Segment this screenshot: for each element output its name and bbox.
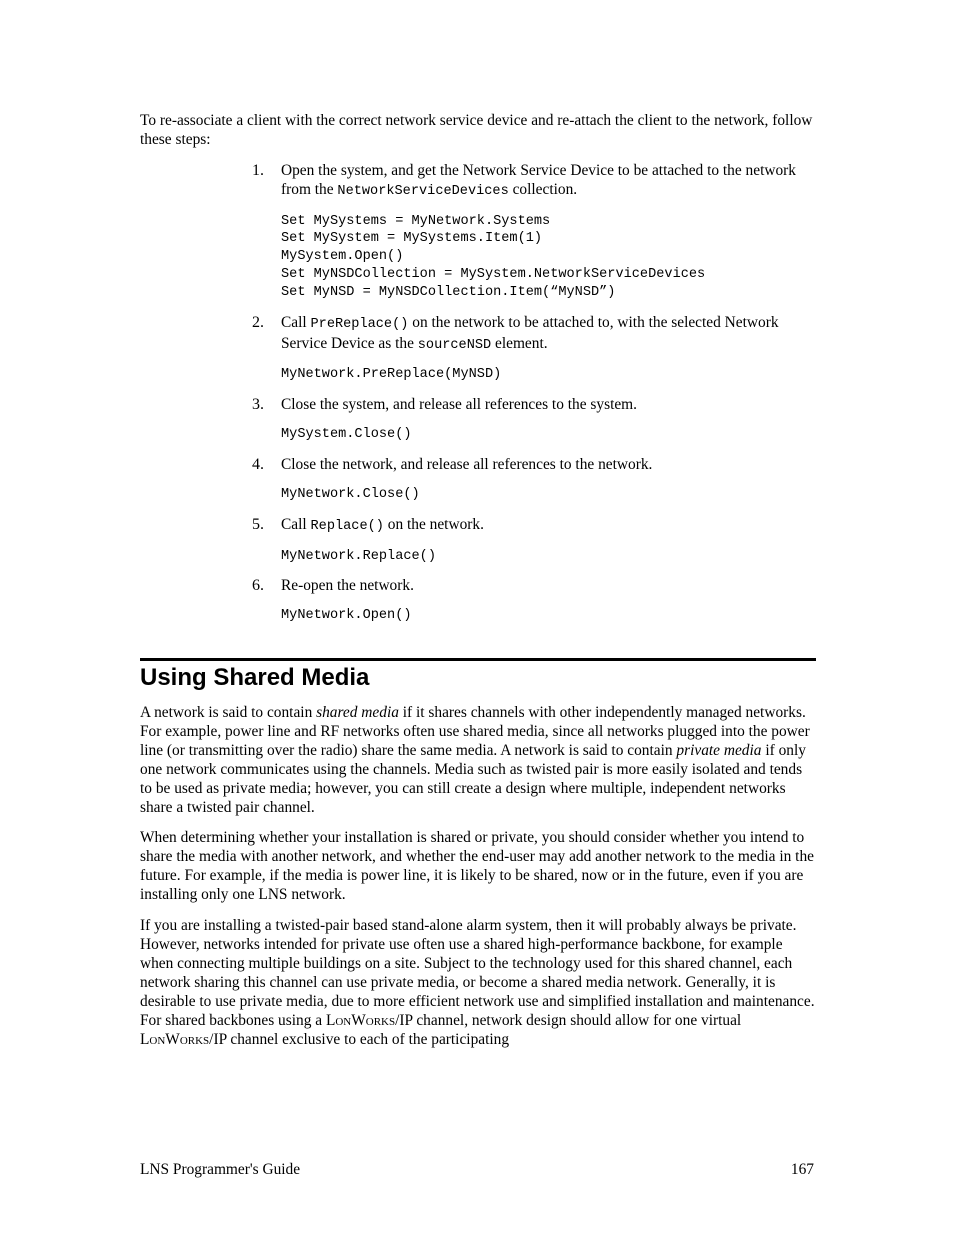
step-text-segment: Call <box>281 515 311 533</box>
code-line: MySystem.Close() <box>281 427 412 443</box>
code-block <box>281 366 816 384</box>
code-line: Set MySystems = MyNetwork.Systems <box>281 213 551 229</box>
step-text <box>281 516 816 537</box>
step-text-segment: Re-open the network. <box>281 577 414 595</box>
paragraph-shared-media: A network is said to contain shared media if it shares channels with other independently managed networks. For example, power line and RF networks often use shared media, since all networks plugged into the power line (or transmitting over the radio) share the same media. A network is said to contain private media if only one network communicates using the channels. Media such as twisted pair is more easily isolated and tends to be used as private media; however, you can still create a design where multiple, independent networks share a twisted pair channel. <box>140 704 810 816</box>
step-number: 3. <box>252 396 264 414</box>
steps-list <box>140 162 816 625</box>
step-text-segment: Call <box>281 313 311 331</box>
step-text-segment: on the network to be attached to, with the selected Network Service Device as the <box>281 313 779 352</box>
step-number: 5. <box>252 515 264 533</box>
page-body <box>140 112 816 637</box>
inline-code: NetworkServiceDevices <box>337 183 509 199</box>
step-text <box>281 314 816 356</box>
step-number: 2. <box>252 313 264 331</box>
step-text-segment: element. <box>491 334 548 352</box>
code-block <box>281 548 816 566</box>
inline-code: Replace() <box>310 518 384 534</box>
step-text <box>281 456 816 475</box>
brand-lonworks: LonWorks <box>140 1030 210 1048</box>
inline-code: PreReplace() <box>310 316 409 332</box>
code-line: Set MySystem = MySystems.Item(1) <box>281 231 543 247</box>
step-text <box>281 162 816 202</box>
code-block <box>281 426 816 444</box>
code-line: Set MyNSDCollection = MySystem.NetworkServiceDevices <box>281 267 706 283</box>
term-shared-media: shared media <box>316 704 399 721</box>
step-text-segment: Close the network, and release all references to the network. <box>281 455 653 473</box>
step-number: 4. <box>252 455 264 473</box>
list-item <box>140 577 816 625</box>
paragraph-twisted-pair: If you are installing a twisted-pair based stand-alone alarm system, then it will probably always be private. However, networks intended for private use often use a shared high-performance backbone, for example when connecting multiple buildings on a site. Subject to the technology used for this shared channel, each network sharing this channel can use private media, or become a shared media network. Generally, it is desirable to use private media, due to more efficient network use and simplified installation and maintenance. For shared backbones using a LonWorks/IP channel, network design should allow for one virtual LonWorks/IP channel exclusive to each of the participating <box>140 917 815 1048</box>
step-text-segment: Open the system, and get the Network Service Device to be attached to the network from the <box>281 161 796 198</box>
brand-lonworks: LonWorks <box>325 1011 396 1029</box>
step-number: 1. <box>252 161 264 179</box>
code-block <box>281 486 816 504</box>
list-item <box>140 456 816 504</box>
step-text <box>281 396 816 415</box>
step-text-segment: Close the system, and release all references to the system. <box>281 396 637 414</box>
code-line: MyNetwork.Replace() <box>281 548 436 564</box>
code-line: MyNetwork.Close() <box>281 486 420 502</box>
list-item <box>140 516 816 566</box>
page-number: 167 <box>790 1161 814 1178</box>
code-line: MyNetwork.Open() <box>281 608 412 624</box>
term-private-media: private media <box>676 741 762 759</box>
step-text <box>281 577 816 596</box>
code-block <box>281 213 816 302</box>
code-line: MyNetwork.PreReplace(MyNSD) <box>281 367 502 383</box>
footer-title: LNS Programmer's Guide <box>140 1161 301 1178</box>
list-item <box>140 162 816 302</box>
step-text-segment: on the network. <box>383 515 484 533</box>
list-item <box>140 396 816 444</box>
code-block <box>281 607 816 625</box>
paragraph-determining: When determining whether your installation is shared or private, you should consider whether you intend to share the media with another network, and whether the end-user may add another network to the media in the future. For example, if the media is power line, it is likely to be shared, now or in the future, even if you are installing only one LNS network. <box>140 829 814 904</box>
step-number: 6. <box>252 577 264 595</box>
section-rule <box>140 658 816 661</box>
section-body <box>140 704 816 1061</box>
section-heading: Using Shared Media <box>140 664 370 691</box>
code-line: MySystem.Open() <box>281 249 404 265</box>
list-item <box>140 314 816 385</box>
inline-code: sourceNSD <box>417 337 492 353</box>
code-line: Set MyNSD = MyNSDCollection.Item(“MyNSD”) <box>281 284 616 300</box>
step-text-segment: collection. <box>508 180 578 198</box>
intro-paragraph: To re-associate a client with the correct network service device and re-attach the client to the network, follow these steps: <box>140 112 813 148</box>
